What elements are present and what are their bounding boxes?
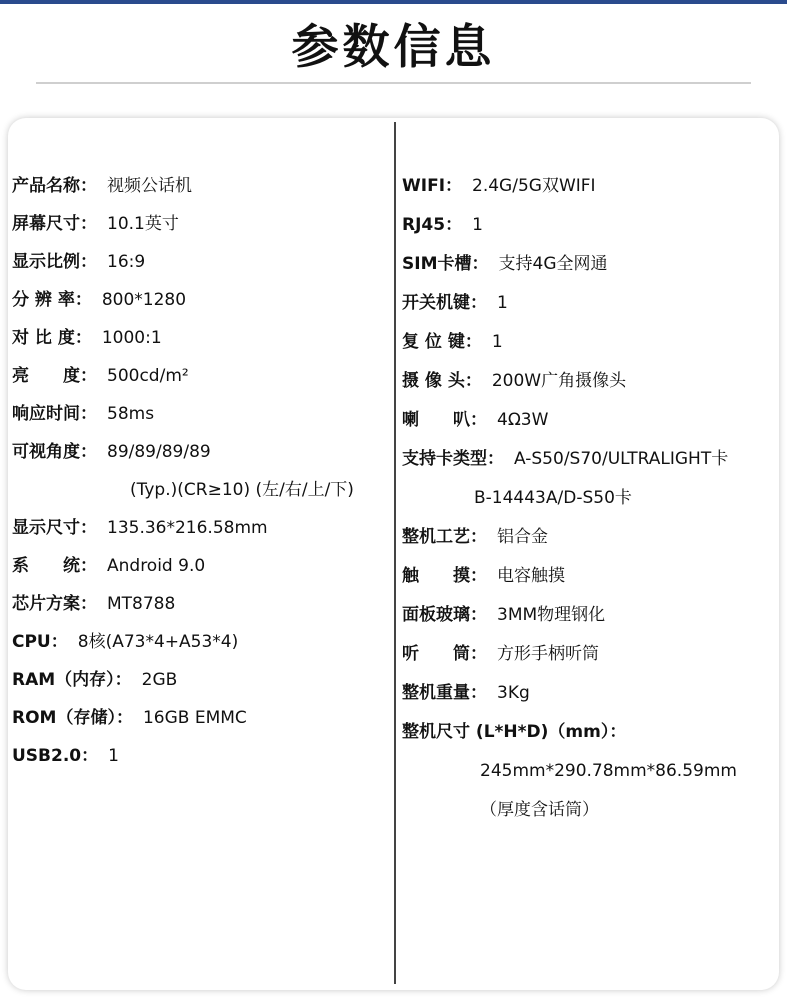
spec-list-left [12,178,394,786]
spec-row [12,178,394,195]
spec-key: 响应时间： [12,404,97,424]
spec-row [402,256,787,273]
spec-value: 89/89/89/89 [107,442,211,462]
spec-value: B-14443A/D-S50卡 [474,488,632,508]
spec-value: 3MM物理钢化 [497,605,606,625]
spec-row [402,412,787,429]
spec-row-continuation [402,490,787,507]
spec-key: 整机尺寸 (L*H*D)（mm）： [402,722,627,742]
spec-key: SIM卡槽： [402,254,489,274]
spec-value: 支持4G全网通 [498,254,608,274]
spec-row [402,685,787,702]
spec-key: USB2.0： [12,746,99,766]
spec-value: MT8788 [107,594,176,614]
spec-value: A-S50/S70/ULTRALIGHT卡 [514,449,729,469]
spec-key: 亮 度： [12,366,97,386]
spec-row [12,254,394,271]
spec-value: 10.1英寸 [107,214,179,234]
spec-row [402,295,787,312]
spec-key: 复 位 键： [402,332,482,352]
spec-key: 系 统： [12,556,97,576]
title-underline [36,82,751,84]
spec-key: RAM（内存）： [12,670,132,690]
spec-key: 面板玻璃： [402,605,487,625]
spec-row [12,292,394,309]
spec-row [12,596,394,613]
spec-row [12,748,394,765]
spec-key: 喇 叭： [402,410,487,430]
spec-value: (Typ.)(CR≥10) (左/右/上/下) [130,480,354,500]
spec-value: 135.36*216.58mm [107,518,268,538]
spec-value: 1 [497,293,508,313]
top-accent-bar [0,0,787,4]
spec-row [12,558,394,575]
spec-row [12,444,394,461]
spec-value: 铝合金 [497,527,548,547]
spec-row [402,568,787,585]
spec-row-continuation [12,482,394,499]
page-title: 参数信息 [291,20,496,75]
spec-key: 对 比 度： [12,328,92,348]
spec-value: 1 [491,332,503,352]
spec-value: 1 [472,215,483,235]
spec-row [402,373,787,390]
spec-key: 分 辨 率： [12,290,92,310]
spec-key: 整机工艺： [402,527,487,547]
spec-key: 开关机键： [402,293,487,313]
spec-row [12,710,394,727]
spec-row [12,406,394,423]
spec-value: 200W广角摄像头 [491,371,627,391]
spec-value: 16:9 [107,252,146,272]
spec-key: 触 摸： [402,566,487,586]
spec-value: 3Kg [497,683,530,703]
spec-key: 可视角度： [12,442,97,462]
spec-value: 视频公话机 [107,176,192,196]
spec-value: 8核(A73*4+A53*4) [77,632,239,652]
spec-value: （厚度含话筒） [480,800,599,820]
spec-row [402,646,787,663]
spec-value: 16GB EMMC [142,708,247,728]
spec-value: 1 [108,746,119,766]
spec-row [12,634,394,651]
spec-key: 芯片方案： [12,594,97,614]
spec-row [402,724,787,741]
spec-value: Android 9.0 [107,556,206,576]
spec-key: RJ45： [402,215,463,235]
spec-key: ROM（存储）： [12,708,133,728]
column-divider [394,122,396,984]
spec-value: 800*1280 [101,290,187,310]
spec-key: 支持卡类型： [402,449,504,469]
spec-key: 听 筒： [402,644,487,664]
spec-value: 4Ω3W [497,410,549,430]
spec-row [402,529,787,546]
spec-value: 2.4G/5G双WIFI [472,176,596,196]
spec-row-continuation [402,802,787,819]
spec-row [12,368,394,385]
spec-row [12,216,394,233]
spec-value: 58ms [107,404,155,424]
spec-key: 产品名称： [12,176,97,196]
spec-value: 1000:1 [101,328,162,348]
spec-row-continuation [402,763,787,780]
spec-row [402,607,787,624]
spec-value: 方形手柄听筒 [497,644,599,664]
spec-row [402,451,787,468]
spec-row [402,217,787,234]
spec-row [12,520,394,537]
spec-key: 摄 像 头： [402,371,482,391]
spec-key: WIFI： [402,176,463,196]
spec-value: 500cd/m² [107,366,189,386]
spec-value: 245mm*290.78mm*86.59mm [480,761,737,781]
spec-key: 屏幕尺寸： [12,214,97,234]
spec-row [402,334,787,351]
spec-list-right [402,178,787,841]
spec-key: CPU： [12,632,68,652]
spec-row [12,330,394,347]
spec-row [402,178,787,195]
spec-key: 整机重量： [402,683,487,703]
spec-value: 2GB [141,670,178,690]
spec-key: 显示尺寸： [12,518,97,538]
spec-value: 电容触摸 [497,566,565,586]
spec-key: 显示比例： [12,252,97,272]
spec-row [12,672,394,689]
